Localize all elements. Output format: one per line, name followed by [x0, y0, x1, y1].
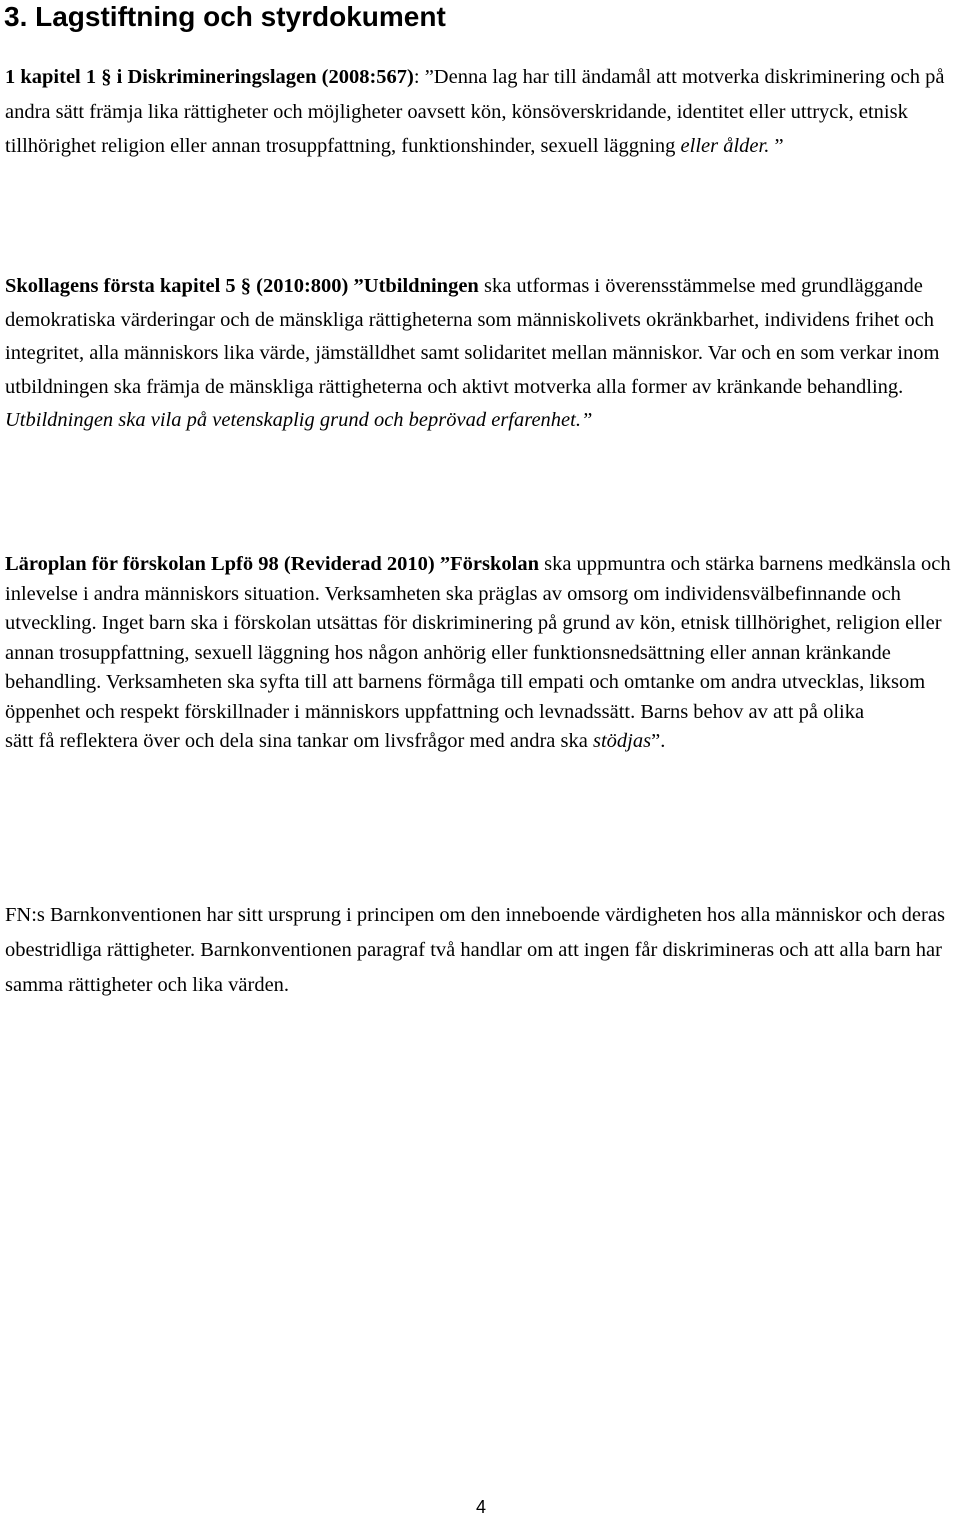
section-sign: § [240, 275, 252, 297]
quote-text-italic: Utbildningen ska vila på vetenskaplig grund och beprövad erfarenhet.” [5, 409, 593, 431]
law-reference-name: (2010:800) ”Utbildningen [251, 275, 479, 297]
page-number: 4 [476, 1497, 487, 1517]
section-sign: § [101, 66, 112, 88]
paragraph-discrimination-act [5, 60, 957, 164]
curriculum-reference: Läroplan för förskolan Lpfö 98 (Reviderad 2010) ”Förskolan [5, 553, 539, 575]
quote-text-continued: sätt få reflektera över och dela sina tankar om livsfrågor med andra ska [5, 730, 593, 752]
paragraph-un-convention: FN:s Barnkonventionen har sitt ursprung i principen om den inneboende värdigheten hos alla människor och deras obestridliga rättigheter. Barnkonventionen paragraf två handlar om att ingen får diskrimineras och att alla barn har samma rättigheter och lika värden. [5, 904, 945, 996]
quote-text-italic: stödjas [592, 730, 652, 752]
section-heading: 3. Lagstiftning och styrdokument [4, 1, 446, 32]
law-reference: Skollagens första kapitel 5 [5, 275, 241, 297]
law-reference: 1 kapitel 1 [5, 66, 102, 88]
quote-text: ”Denna lag har till ändamål att motverka diskriminering och på andra sätt främja lika rättigheter och möjligheter oavsett kön, könsöverskridande, identitet eller uttryck, etnisk tillhörighet religion eller annan trosuppfattning, funktionshinder, sexuell läggning [5, 66, 945, 157]
law-reference-name: i Diskrimineringslagen (2008:567) [111, 66, 414, 88]
quote-text: ska utformas i överensstämmelse med grundläggande demokratiska värderingar och de mänskliga rättigheterna som människolivets okränkbarhet, individens frihet och integritet, alla människors lika värde, jämställdhet samt solidaritet mellan människor. Var och en som verkar inom utbildningen ska främja de mänskliga rättigheterna och aktivt motverka alla former av kränkande behandling. [5, 275, 940, 398]
quote-end: ” [769, 135, 784, 157]
colon: : [413, 66, 420, 88]
quote-text-italic: eller ålder. [680, 135, 770, 157]
quote-text: ska uppmuntra och stärka barnens medkänsla och inlevelse i andra människors situation. Verksamheten ska präglas av omsorg om individensvälbefinnande och utveckling. Inget barn ska i förskolan utsättas för diskriminering på grund av kön, etnisk tillhörighet, religion eller annan trosuppfattning, sexuell läggning hos någon anhörig eller funktionsnedsättning eller annan kränkande behandling. Verksamheten ska syfta till att barnens förmåga till empati och omtanke om andra utvecklas, liksom öppenhet och respekt förskillnader i människors uppfattning och levnadssätt. Barns behov av att på olika [5, 553, 951, 723]
paragraph-education-act [5, 270, 957, 438]
paragraph-curriculum [5, 550, 957, 757]
quote-end: ”. [651, 730, 666, 752]
